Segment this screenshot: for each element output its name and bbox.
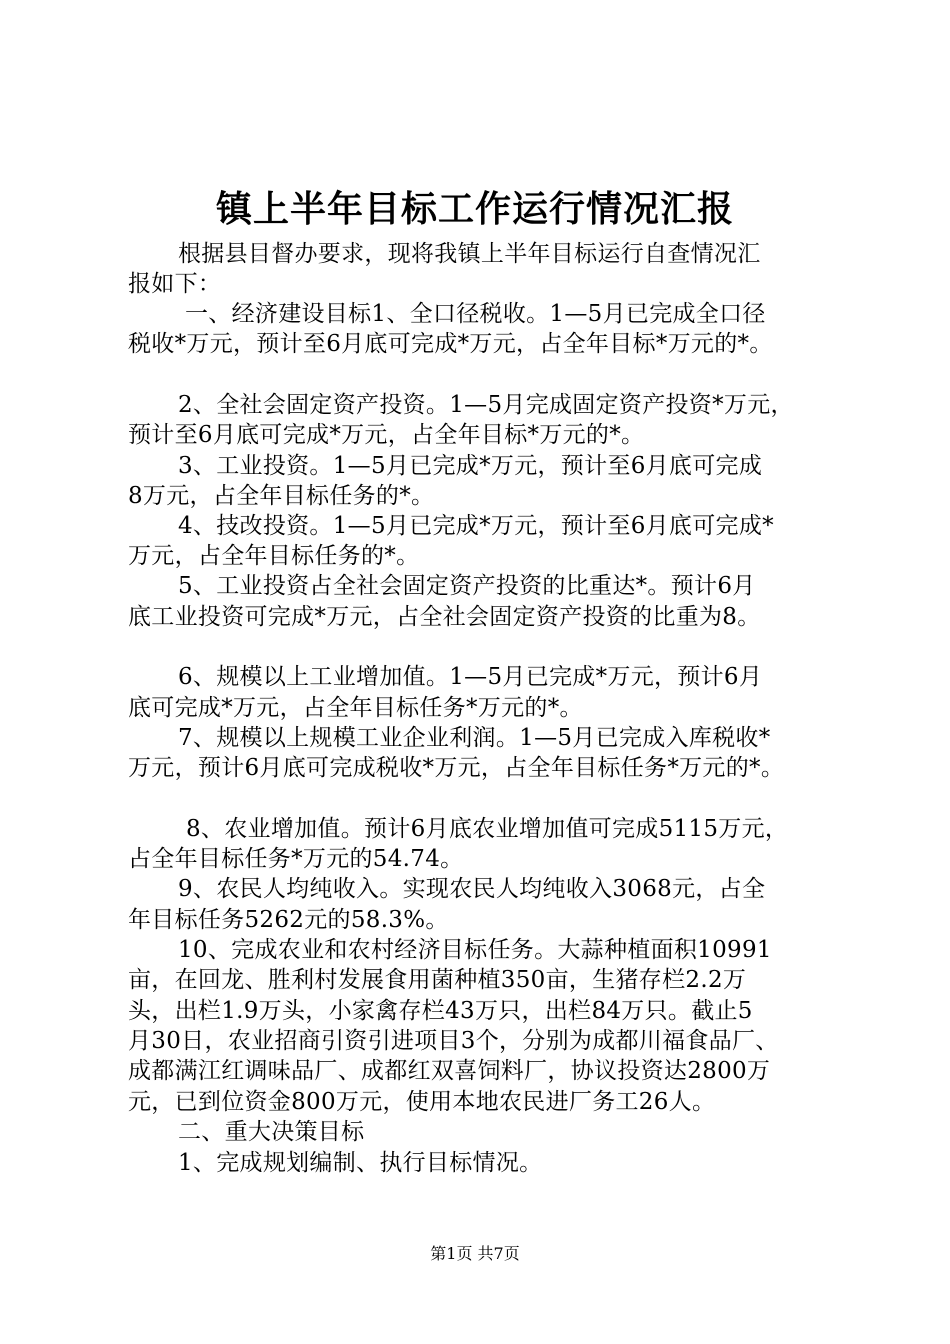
paragraph-line: 万元，占全年目标任务的*。 [128, 543, 420, 569]
paragraph-line: 底工业投资可完成*万元，占全社会固定资产投资的比重为8。 [128, 604, 761, 630]
paragraph-line: 根据县目督办要求，现将我镇上半年目标运行自查情况汇 [178, 241, 761, 267]
paragraph-line: 元，已到位资金800万元，使用本地农民进厂务工26人。 [128, 1089, 716, 1115]
section-heading: 二、重大决策目标 [178, 1119, 365, 1145]
paragraph-line: 4、技改投资。1—5月已完成*万元，预计至6月底可完成* [178, 513, 774, 539]
paragraph-line: 万元，预计6月底可完成税收*万元，占全年目标任务*万元的*。 [128, 755, 785, 781]
paragraph-line: 9、农民人均纯收入。实现农民人均纯收入3068元，占全 [178, 876, 766, 902]
page-footer: 第1页 共7页 [430, 1244, 520, 1263]
paragraph-line: 亩，在回龙、胜利村发展食用菌种植350亩，生猪存栏2.2万 [128, 967, 747, 993]
paragraph-line: 月30日，农业招商引资引进项目3个，分别为成都川福食品厂、 [128, 1028, 779, 1054]
paragraph-line: 7、规模以上规模工业企业利润。1—5月已完成入库税收* [178, 725, 771, 751]
paragraph-line: 一、经济建设目标1、全口径税收。1—5月已完成全口径 [185, 301, 766, 327]
paragraph-line: 8、农业增加值。预计6月底农业增加值可完成5115万元， [186, 816, 789, 842]
paragraph-line: 成都满江红调味品厂、成都红双喜饲料厂，协议投资达2800万 [128, 1058, 771, 1084]
paragraph-line: 占全年目标任务*万元的54.74。 [128, 846, 464, 872]
paragraph-line: 5、工业投资占全社会固定资产投资的比重达*。预计6月 [178, 573, 756, 599]
paragraph-line: 报如下： [128, 271, 222, 297]
paragraph-line: 1、完成规划编制、执行目标情况。 [178, 1150, 543, 1176]
paragraph-line: 税收*万元，预计至6月底可完成*万元，占全年目标*万元的*。 [128, 331, 773, 357]
paragraph-line: 头，出栏1.9万头，小家禽存栏43万只，出栏84万只。截止5 [128, 998, 753, 1024]
paragraph-line: 10、完成农业和农村经济目标任务。大蒜种植面积10991 [178, 937, 772, 963]
paragraph-line: 年目标任务5262元的58.3%。 [128, 907, 449, 933]
paragraph-line: 8万元，占全年目标任务的*。 [128, 483, 435, 509]
paragraph-line: 3、工业投资。1—5月已完成*万元，预计至6月底可完成 [178, 453, 763, 479]
paragraph-line: 底可完成*万元，占全年目标任务*万元的*。 [128, 695, 583, 721]
paragraph-line: 6、规模以上工业增加值。1—5月已完成*万元，预计6月 [178, 664, 763, 690]
paragraph-line: 预计至6月底可完成*万元，占全年目标*万元的*。 [128, 422, 645, 448]
page-title: 镇上半年目标工作运行情况汇报 [215, 188, 734, 230]
paragraph-line: 2、全社会固定资产投资。1—5月完成固定资产投资*万元， [178, 392, 794, 418]
